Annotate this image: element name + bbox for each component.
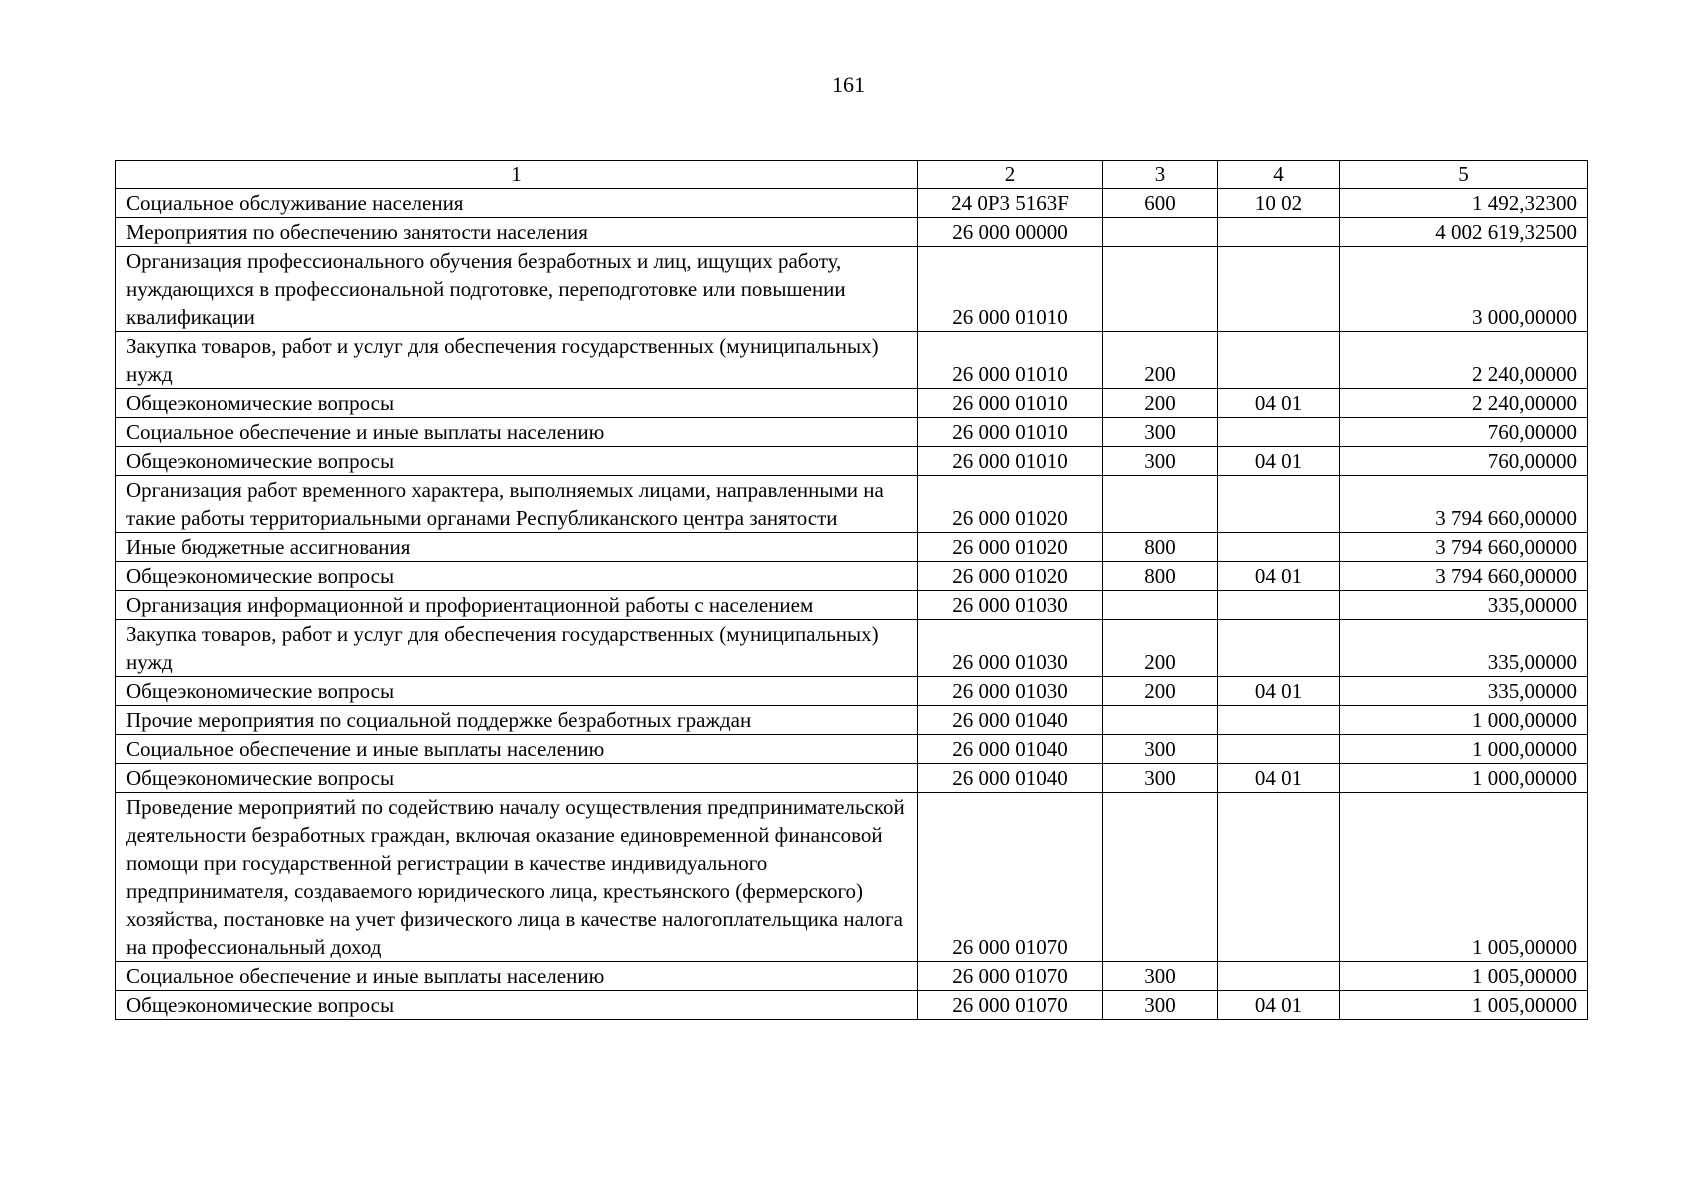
amount-cell: 3 794 660,00000 (1340, 533, 1588, 562)
table-row (116, 332, 1588, 389)
expense-type-cell: 300 (1103, 447, 1218, 476)
item-name-cell: Организация информационной и профориентационной работы с населением (116, 591, 918, 620)
expense-type-cell: 300 (1103, 735, 1218, 764)
item-name-cell: Общеэкономические вопросы (116, 764, 918, 793)
amount-cell: 3 000,00000 (1340, 247, 1588, 332)
section-cell (1218, 332, 1340, 389)
table-row (116, 218, 1588, 247)
expense-type-cell: 200 (1103, 620, 1218, 677)
section-cell: 04 01 (1218, 677, 1340, 706)
table-body (116, 189, 1588, 1020)
section-cell: 04 01 (1218, 991, 1340, 1020)
amount-cell: 2 240,00000 (1340, 389, 1588, 418)
section-cell (1218, 735, 1340, 764)
table-row (116, 706, 1588, 735)
item-name-cell: Социальное обеспечение и иные выплаты населению (116, 962, 918, 991)
target-code-cell: 26 000 01030 (918, 591, 1103, 620)
table-row (116, 389, 1588, 418)
expense-type-cell (1103, 591, 1218, 620)
expense-type-cell: 600 (1103, 189, 1218, 218)
target-code-cell: 26 000 01040 (918, 764, 1103, 793)
amount-cell: 760,00000 (1340, 418, 1588, 447)
section-cell (1218, 418, 1340, 447)
expense-type-cell (1103, 218, 1218, 247)
amount-cell: 1 005,00000 (1340, 962, 1588, 991)
section-cell: 10 02 (1218, 189, 1340, 218)
amount-cell: 3 794 660,00000 (1340, 476, 1588, 533)
target-code-cell: 26 000 01020 (918, 476, 1103, 533)
item-name-cell: Общеэкономические вопросы (116, 389, 918, 418)
section-cell (1218, 533, 1340, 562)
table-row (116, 764, 1588, 793)
expense-type-cell: 200 (1103, 332, 1218, 389)
header-row (116, 161, 1588, 189)
item-name-cell: Общеэкономические вопросы (116, 562, 918, 591)
expense-type-cell: 200 (1103, 389, 1218, 418)
item-name-cell: Иные бюджетные ассигнования (116, 533, 918, 562)
target-code-cell: 26 000 01040 (918, 706, 1103, 735)
section-cell (1218, 218, 1340, 247)
item-name-cell: Мероприятия по обеспечению занятости населения (116, 218, 918, 247)
amount-cell: 4 002 619,32500 (1340, 218, 1588, 247)
target-code-cell: 26 000 01030 (918, 620, 1103, 677)
amount-cell: 1 000,00000 (1340, 735, 1588, 764)
column-header: 4 (1218, 161, 1340, 189)
budget-table (115, 160, 1588, 1020)
target-code-cell: 26 000 01010 (918, 447, 1103, 476)
amount-cell: 3 794 660,00000 (1340, 562, 1588, 591)
target-code-cell: 24 0Р3 5163F (918, 189, 1103, 218)
column-header: 5 (1340, 161, 1588, 189)
table-row (116, 247, 1588, 332)
item-name-cell: Закупка товаров, работ и услуг для обеспечения государственных (муниципальных) нужд (116, 620, 918, 677)
section-cell (1218, 476, 1340, 533)
expense-type-cell: 300 (1103, 764, 1218, 793)
section-cell: 04 01 (1218, 764, 1340, 793)
item-name-cell: Общеэкономические вопросы (116, 447, 918, 476)
table-row (116, 562, 1588, 591)
item-name-cell: Проведение мероприятий по содействию началу осуществления предпринимательской деятельности безработных граждан, включая оказание единовременной финансовой помощи при государственной регистрации в качестве индивидуального предпринимателя, создаваемого юридического лица, крестьянского (фермерского) хозяйства, постановке на учет физического лица в качестве налогоплательщика налога на профессиональный доход (116, 793, 918, 962)
item-name-cell: Социальное обслуживание населения (116, 189, 918, 218)
expense-type-cell (1103, 247, 1218, 332)
expense-type-cell: 300 (1103, 991, 1218, 1020)
item-name-cell: Организация работ временного характера, выполняемых лицами, направленными на такие работы территориальными органами Республиканского центра занятости (116, 476, 918, 533)
expense-type-cell: 800 (1103, 562, 1218, 591)
column-header: 3 (1103, 161, 1218, 189)
amount-cell: 1 000,00000 (1340, 706, 1588, 735)
amount-cell: 1 005,00000 (1340, 793, 1588, 962)
amount-cell: 335,00000 (1340, 677, 1588, 706)
target-code-cell: 26 000 01010 (918, 389, 1103, 418)
section-cell (1218, 793, 1340, 962)
expense-type-cell (1103, 706, 1218, 735)
amount-cell: 1 000,00000 (1340, 764, 1588, 793)
target-code-cell: 26 000 01020 (918, 533, 1103, 562)
table-row (116, 591, 1588, 620)
section-cell (1218, 247, 1340, 332)
target-code-cell: 26 000 00000 (918, 218, 1103, 247)
section-cell (1218, 591, 1340, 620)
section-cell: 04 01 (1218, 562, 1340, 591)
item-name-cell: Закупка товаров, работ и услуг для обеспечения государственных (муниципальных) нужд (116, 332, 918, 389)
expense-type-cell: 300 (1103, 962, 1218, 991)
section-cell (1218, 962, 1340, 991)
item-name-cell: Социальное обеспечение и иные выплаты населению (116, 735, 918, 764)
table-row (116, 476, 1588, 533)
item-name-cell: Социальное обеспечение и иные выплаты населению (116, 418, 918, 447)
amount-cell: 1 492,32300 (1340, 189, 1588, 218)
table-row (116, 189, 1588, 218)
table-row (116, 677, 1588, 706)
amount-cell: 335,00000 (1340, 591, 1588, 620)
page-number: 161 (832, 72, 865, 97)
item-name-cell: Организация профессионального обучения безработных и лиц, ищущих работу, нуждающихся в профессиональной подготовке, переподготовке или повышении квалификации (116, 247, 918, 332)
expense-type-cell (1103, 476, 1218, 533)
section-cell: 04 01 (1218, 447, 1340, 476)
section-cell (1218, 706, 1340, 735)
expense-type-cell: 300 (1103, 418, 1218, 447)
target-code-cell: 26 000 01010 (918, 247, 1103, 332)
item-name-cell: Общеэкономические вопросы (116, 991, 918, 1020)
target-code-cell: 26 000 01020 (918, 562, 1103, 591)
item-name-cell: Прочие мероприятия по социальной поддержке безработных граждан (116, 706, 918, 735)
table-row (116, 793, 1588, 962)
target-code-cell: 26 000 01070 (918, 793, 1103, 962)
item-name-cell: Общеэкономические вопросы (116, 677, 918, 706)
table-row (116, 962, 1588, 991)
amount-cell: 1 005,00000 (1340, 991, 1588, 1020)
column-header: 2 (918, 161, 1103, 189)
amount-cell: 2 240,00000 (1340, 332, 1588, 389)
table-row (116, 447, 1588, 476)
section-cell: 04 01 (1218, 389, 1340, 418)
target-code-cell: 26 000 01070 (918, 991, 1103, 1020)
target-code-cell: 26 000 01030 (918, 677, 1103, 706)
amount-cell: 760,00000 (1340, 447, 1588, 476)
table-row (116, 735, 1588, 764)
target-code-cell: 26 000 01010 (918, 418, 1103, 447)
expense-type-cell (1103, 793, 1218, 962)
target-code-cell: 26 000 01040 (918, 735, 1103, 764)
target-code-cell: 26 000 01070 (918, 962, 1103, 991)
expense-type-cell: 200 (1103, 677, 1218, 706)
expense-type-cell: 800 (1103, 533, 1218, 562)
table-row (116, 418, 1588, 447)
target-code-cell: 26 000 01010 (918, 332, 1103, 389)
table-row (116, 533, 1588, 562)
column-header: 1 (116, 161, 918, 189)
amount-cell: 335,00000 (1340, 620, 1588, 677)
table-row (116, 991, 1588, 1020)
table-row (116, 620, 1588, 677)
section-cell (1218, 620, 1340, 677)
